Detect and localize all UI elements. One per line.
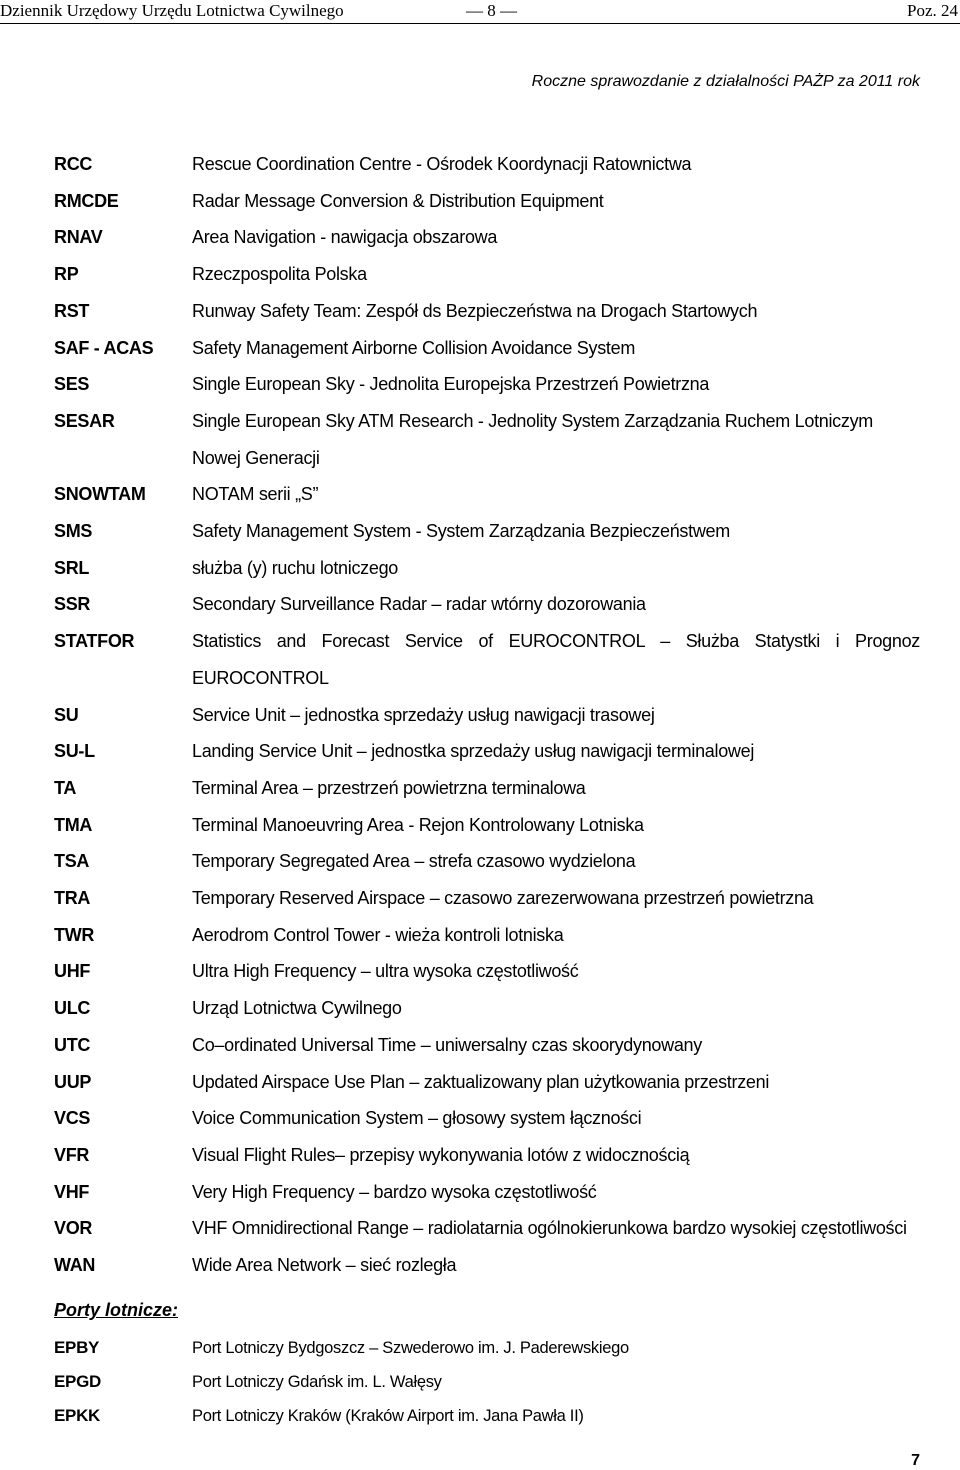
journal-title: Dziennik Urzędowy Urzędu Lotnictwa Cywilnego bbox=[0, 1, 344, 20]
abbreviation: ULC bbox=[54, 998, 91, 1019]
glossary-entry bbox=[54, 476, 920, 513]
glossary-entry bbox=[54, 623, 920, 696]
abbreviation: SMS bbox=[54, 521, 93, 542]
definition: VHF Omnidirectional Range – radiolatarnia ogólnokierunkowa bardzo wysokiej częstotliwości bbox=[192, 1218, 907, 1239]
definition: Port Lotniczy Bydgoszcz – Szwederowo im. J. Paderewskiego bbox=[192, 1339, 629, 1357]
definition: Rescue Coordination Centre - Ośrodek Koordynacji Ratownictwa bbox=[192, 154, 692, 174]
abbreviation: SU bbox=[54, 704, 79, 725]
abbreviation: EPKK bbox=[54, 1406, 101, 1425]
abbreviation: WAN bbox=[54, 1255, 96, 1276]
airport-list bbox=[54, 1331, 920, 1433]
definition: Landing Service Unit – jednostka sprzedaży usług nawigacji terminalowej bbox=[192, 741, 755, 762]
glossary-entry bbox=[54, 1210, 920, 1247]
definition: Voice Communication System – głosowy system łączności bbox=[192, 1108, 642, 1129]
abbreviation: TA bbox=[54, 777, 77, 798]
definition: Port Lotniczy Gdańsk im. L. Wałęsy bbox=[192, 1373, 442, 1391]
glossary-entry bbox=[54, 1064, 920, 1101]
glossary-entry bbox=[54, 550, 920, 587]
glossary-entry bbox=[54, 330, 920, 367]
abbreviation: VOR bbox=[54, 1218, 93, 1239]
definition: Visual Flight Rules– przepisy wykonywania lotów z widocznością bbox=[192, 1144, 690, 1165]
position-number: Poz. 24 bbox=[907, 1, 958, 20]
definition: Very High Frequency – bardzo wysoka częstotliwość bbox=[192, 1181, 597, 1202]
glossary-entry bbox=[54, 1027, 920, 1064]
glossary-entry bbox=[54, 843, 920, 880]
definition: Safety Management System - System Zarządzania Bezpieczeństwem bbox=[192, 521, 730, 542]
glossary-entry bbox=[54, 256, 920, 293]
definition: Service Unit – jednostka sprzedaży usług nawigacji trasowej bbox=[192, 704, 655, 725]
definition: Updated Airspace Use Plan – zaktualizowany plan użytkowania przestrzeni bbox=[192, 1071, 770, 1092]
definition: Terminal Manoeuvring Area - Rejon Kontrolowany Lotniska bbox=[192, 814, 644, 835]
definition: Temporary Reserved Airspace – czasowo zarezerwowana przestrzeń powietrzna bbox=[192, 888, 814, 909]
running-header bbox=[0, 0, 960, 24]
abbreviation: SSR bbox=[54, 594, 91, 615]
definition: Co–ordinated Universal Time – uniwersalny czas skoorydynowany bbox=[192, 1034, 702, 1055]
abbreviation: UUP bbox=[54, 1071, 92, 1092]
abbreviation-list bbox=[54, 146, 920, 1284]
abbreviation: VHF bbox=[54, 1181, 90, 1202]
abbreviation: RCC bbox=[54, 154, 93, 174]
definition: Aerodrom Control Tower - wieża kontroli lotniska bbox=[192, 924, 564, 945]
airport-entry bbox=[54, 1399, 920, 1433]
glossary-entry bbox=[54, 513, 920, 550]
glossary-entry bbox=[54, 366, 920, 403]
definition: Statistics and Forecast Service of EUROCONTROL – Służba Statystki i Prognoz EUROCONTROL bbox=[192, 631, 920, 688]
glossary-entry bbox=[54, 219, 920, 256]
abbreviation: SNOWTAM bbox=[54, 484, 146, 505]
definition: Area Navigation - nawigacja obszarowa bbox=[192, 227, 498, 248]
definition: Runway Safety Team: Zespół ds Bezpieczeństwa na Drogach Startowych bbox=[192, 300, 758, 321]
abbreviation: TWR bbox=[54, 924, 95, 945]
glossary-entry bbox=[54, 183, 920, 220]
glossary-entry bbox=[54, 146, 920, 183]
glossary-entry bbox=[54, 697, 920, 734]
abbreviation: RP bbox=[54, 264, 79, 285]
glossary-entry bbox=[54, 1174, 920, 1211]
abbreviation: SAF - ACAS bbox=[54, 337, 154, 358]
abbreviation: TSA bbox=[54, 851, 90, 872]
definition: służba (y) ruchu lotniczego bbox=[192, 557, 399, 578]
abbreviation: RNAV bbox=[54, 227, 103, 248]
definition: Single European Sky - Jednolita Europejska Przestrzeń Powietrzna bbox=[192, 374, 710, 395]
glossary-entry bbox=[54, 293, 920, 330]
abbreviation: RST bbox=[54, 300, 90, 321]
glossary-entry bbox=[54, 880, 920, 917]
abbreviation: UTC bbox=[54, 1034, 91, 1055]
report-subtitle: Roczne sprawozdanie z działalności PAŻP za 2011 rok bbox=[531, 73, 920, 90]
glossary-entry bbox=[54, 1247, 920, 1284]
abbreviation: SU-L bbox=[54, 741, 95, 762]
definition: Safety Management Airborne Collision Avoidance System bbox=[192, 337, 636, 358]
definition: Secondary Surveillance Radar – radar wtórny dozorowania bbox=[192, 594, 646, 615]
abbreviation: SRL bbox=[54, 557, 90, 578]
glossary-entry bbox=[54, 807, 920, 844]
page-number: 7 bbox=[911, 1452, 920, 1469]
abbreviation: EPGD bbox=[54, 1372, 101, 1391]
airport-entry bbox=[54, 1331, 920, 1365]
definition: Single European Sky ATM Research - Jednolity System Zarządzania Ruchem Lotniczym Nowej Generacji bbox=[192, 410, 873, 468]
glossary-entry bbox=[54, 586, 920, 623]
abbreviation: TRA bbox=[54, 888, 91, 909]
glossary-entry bbox=[54, 990, 920, 1027]
glossary-entry bbox=[54, 953, 920, 990]
abbreviation: STATFOR bbox=[54, 631, 135, 652]
glossary-entry bbox=[54, 770, 920, 807]
definition: Urząd Lotnictwa Cywilnego bbox=[192, 998, 402, 1019]
definition: NOTAM serii „S” bbox=[192, 484, 319, 505]
abbreviation: SES bbox=[54, 374, 90, 395]
definition: Terminal Area – przestrzeń powietrzna terminalowa bbox=[192, 777, 586, 798]
abbreviation: RMCDE bbox=[54, 190, 119, 211]
airports-heading: Porty lotnicze: bbox=[54, 1300, 179, 1320]
glossary-entry bbox=[54, 1137, 920, 1174]
journal-page-marker: — 8 — bbox=[466, 1, 517, 20]
abbreviation: EPBY bbox=[54, 1338, 100, 1357]
abbreviation: TMA bbox=[54, 814, 93, 835]
abbreviation: UHF bbox=[54, 961, 91, 982]
abbreviation: VFR bbox=[54, 1144, 90, 1165]
airport-entry bbox=[54, 1365, 920, 1399]
glossary-entry bbox=[54, 403, 920, 476]
definition: Rzeczpospolita Polska bbox=[192, 264, 367, 285]
glossary-entry bbox=[54, 1100, 920, 1137]
definition: Ultra High Frequency – ultra wysoka częstotliwość bbox=[192, 961, 579, 982]
abbreviation: SESAR bbox=[54, 410, 115, 431]
abbreviation: VCS bbox=[54, 1108, 91, 1129]
glossary-entry bbox=[54, 917, 920, 954]
glossary-entry bbox=[54, 733, 920, 770]
definition: Wide Area Network – sieć rozległa bbox=[192, 1255, 457, 1276]
definition: Temporary Segregated Area – strefa czasowo wydzielona bbox=[192, 851, 636, 872]
definition: Port Lotniczy Kraków (Kraków Airport im. Jana Pawła II) bbox=[192, 1407, 584, 1425]
definition: Radar Message Conversion & Distribution Equipment bbox=[192, 190, 604, 211]
